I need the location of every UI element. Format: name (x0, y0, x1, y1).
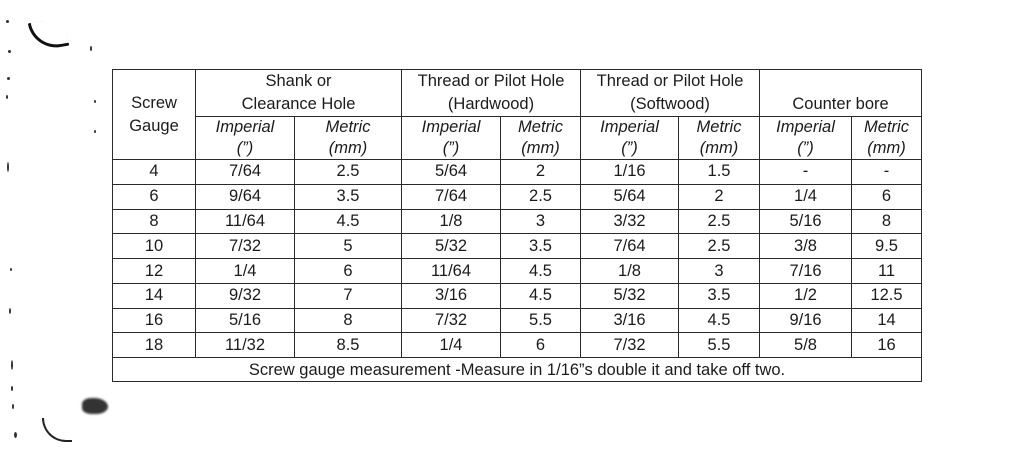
table-cell: 1/4 (760, 184, 852, 209)
table-cell: 6 (295, 259, 402, 284)
screw-size-table (112, 69, 922, 382)
table-cell: 3.5 (501, 234, 581, 259)
table-cell: 4.5 (295, 209, 402, 234)
unit-name: Metric (325, 118, 371, 136)
table-cell: 2 (679, 184, 760, 209)
scan-artifact-dot (94, 130, 96, 133)
table-cell-gauge: 12 (113, 259, 196, 284)
subheader-metric (679, 117, 760, 160)
unit-name: Imperial (215, 118, 275, 136)
table-cell: 1/16 (581, 160, 679, 185)
unit-name: Metric (696, 118, 742, 136)
unit-symbol: (mm) (699, 139, 739, 157)
subheader-imperial (581, 117, 679, 160)
scan-artifact-dot (14, 432, 17, 438)
subheader-metric (501, 117, 581, 160)
table-cell: 3 (679, 259, 760, 284)
table-cell: 5/16 (760, 209, 852, 234)
group-header-hardwood (402, 70, 581, 117)
header-row-groups (113, 70, 922, 117)
scan-artifact-dot (10, 268, 12, 271)
screw-gauge-header (113, 70, 196, 160)
table-cell: 16 (852, 333, 922, 358)
table-row (113, 283, 922, 308)
table-cell: 11/64 (402, 259, 501, 284)
group-header-softwood (581, 70, 760, 117)
table-cell: 3/16 (581, 308, 679, 333)
table-cell: 2 (501, 160, 581, 185)
unit-name: Metric (864, 118, 909, 136)
table-cell: 8 (295, 308, 402, 333)
table-cell-gauge: 6 (113, 184, 196, 209)
table-cell: 12.5 (852, 283, 922, 308)
table-cell: - (852, 160, 922, 185)
subheader-imperial (402, 117, 501, 160)
table-cell: 9.5 (852, 234, 922, 259)
group-header-line: Clearance Hole (241, 95, 356, 113)
table-body (113, 160, 922, 382)
table-cell: 2.5 (679, 209, 760, 234)
table-cell: 3.5 (679, 283, 760, 308)
table-cell-gauge: 10 (113, 234, 196, 259)
table-cell-gauge: 18 (113, 333, 196, 358)
table-cell: 4.5 (501, 259, 581, 284)
table-cell: 5/32 (581, 283, 679, 308)
table-cell: 11/64 (196, 209, 295, 234)
table-cell: 4.5 (679, 308, 760, 333)
table-cell-gauge: 16 (113, 308, 196, 333)
table-cell: 9/32 (196, 283, 295, 308)
table-cell: 5/8 (760, 333, 852, 358)
table-cell: 1/4 (402, 333, 501, 358)
table-cell: 8.5 (295, 333, 402, 358)
table-cell: 11 (852, 259, 922, 284)
table-cell: 1/2 (760, 283, 852, 308)
table-row (113, 333, 922, 358)
table-cell: 7/64 (402, 184, 501, 209)
scan-artifact-dot (9, 308, 11, 314)
scan-artifact-dot (94, 100, 96, 103)
table-cell: 7/16 (760, 259, 852, 284)
group-header-counter-bore (760, 70, 922, 117)
unit-symbol: (mm) (328, 139, 368, 157)
group-header-line: (Softwood) (630, 95, 710, 113)
unit-symbol: (mm) (867, 139, 906, 157)
table-cell: 7 (295, 283, 402, 308)
table-cell: 3/32 (581, 209, 679, 234)
unit-name: Imperial (421, 118, 481, 136)
group-header-line: Thread or Pilot Hole (417, 72, 565, 90)
screw-gauge-header-line: Screw (131, 93, 177, 112)
scan-artifact-dot (7, 77, 10, 80)
table-cell: 14 (852, 308, 922, 333)
table-cell: 5/32 (402, 234, 501, 259)
table-cell: 1.5 (679, 160, 760, 185)
table-row (113, 259, 922, 284)
scan-artifact-dot (6, 20, 9, 23)
table-cell: 3 (501, 209, 581, 234)
table-cell-gauge: 14 (113, 283, 196, 308)
scan-artifact-arc (42, 418, 72, 442)
group-header-shank (196, 70, 402, 117)
scan-artifact-arc (28, 17, 69, 52)
table-row (113, 234, 922, 259)
table-cell-gauge: 8 (113, 209, 196, 234)
table-cell: 4.5 (501, 283, 581, 308)
table-cell: 5/64 (581, 184, 679, 209)
subheader-imperial (760, 117, 852, 160)
scan-artifact-dot (12, 404, 14, 409)
table-cell: 7/32 (402, 308, 501, 333)
table-cell: 8 (852, 209, 922, 234)
scan-artifact-dot (7, 162, 9, 172)
table-cell: 5.5 (679, 333, 760, 358)
unit-name: Imperial (600, 118, 659, 136)
scan-artifact-smudge (82, 398, 108, 414)
table-cell: 5/16 (196, 308, 295, 333)
screw-gauge-header-line: Gauge (129, 116, 179, 135)
table-cell: 7/64 (196, 160, 295, 185)
group-header-line: Counter bore (792, 95, 889, 113)
table-cell: 7/32 (581, 333, 679, 358)
table-row (113, 308, 922, 333)
table-cell: 1/8 (581, 259, 679, 284)
table-cell: 1/8 (402, 209, 501, 234)
scan-artifact-dot (11, 386, 13, 391)
table-cell: 5.5 (501, 308, 581, 333)
unit-name: Metric (518, 118, 563, 136)
scan-artifact-dot (11, 360, 13, 370)
table-cell: 7/64 (581, 234, 679, 259)
table-cell: 3/8 (760, 234, 852, 259)
table-cell: 6 (501, 333, 581, 358)
unit-name: Imperial (776, 118, 835, 136)
table-cell: 5/64 (402, 160, 501, 185)
unit-symbol: (”) (236, 139, 254, 157)
group-header-line: Thread or Pilot Hole (596, 72, 744, 90)
unit-symbol: (”) (797, 139, 814, 157)
table-cell: 7/32 (196, 234, 295, 259)
table-cell: 2.5 (501, 184, 581, 209)
unit-symbol: (”) (621, 139, 638, 157)
table-row (113, 160, 922, 185)
table-row (113, 209, 922, 234)
subheader-metric (295, 117, 402, 160)
scan-artifact-dot (90, 46, 92, 51)
footer-row (113, 358, 922, 382)
table-cell: 1/4 (196, 259, 295, 284)
header-row-units (113, 117, 922, 160)
unit-symbol: (mm) (521, 139, 560, 157)
table-cell: 11/32 (196, 333, 295, 358)
scan-artifact-dot (6, 95, 8, 99)
table-cell: - (760, 160, 852, 185)
table-cell: 9/64 (196, 184, 295, 209)
subheader-metric (852, 117, 922, 160)
table-cell-gauge: 4 (113, 160, 196, 185)
table-cell: 3/16 (402, 283, 501, 308)
table-cell: 9/16 (760, 308, 852, 333)
table-cell: 2.5 (679, 234, 760, 259)
group-header-line: (Hardwood) (447, 95, 535, 113)
table-cell: 2.5 (295, 160, 402, 185)
screw-size-table-container (112, 69, 921, 382)
table-footnote: Screw gauge measurement -Measure in 1/16”s double it and take off two. (113, 358, 922, 382)
group-header-line: Shank or (265, 72, 332, 90)
table-cell: 5 (295, 234, 402, 259)
unit-symbol: (”) (442, 139, 460, 157)
table-cell: 3.5 (295, 184, 402, 209)
table-cell: 6 (852, 184, 922, 209)
subheader-imperial (196, 117, 295, 160)
scan-artifact-dot (8, 50, 11, 53)
group-header-line (760, 70, 921, 93)
table-row (113, 184, 922, 209)
